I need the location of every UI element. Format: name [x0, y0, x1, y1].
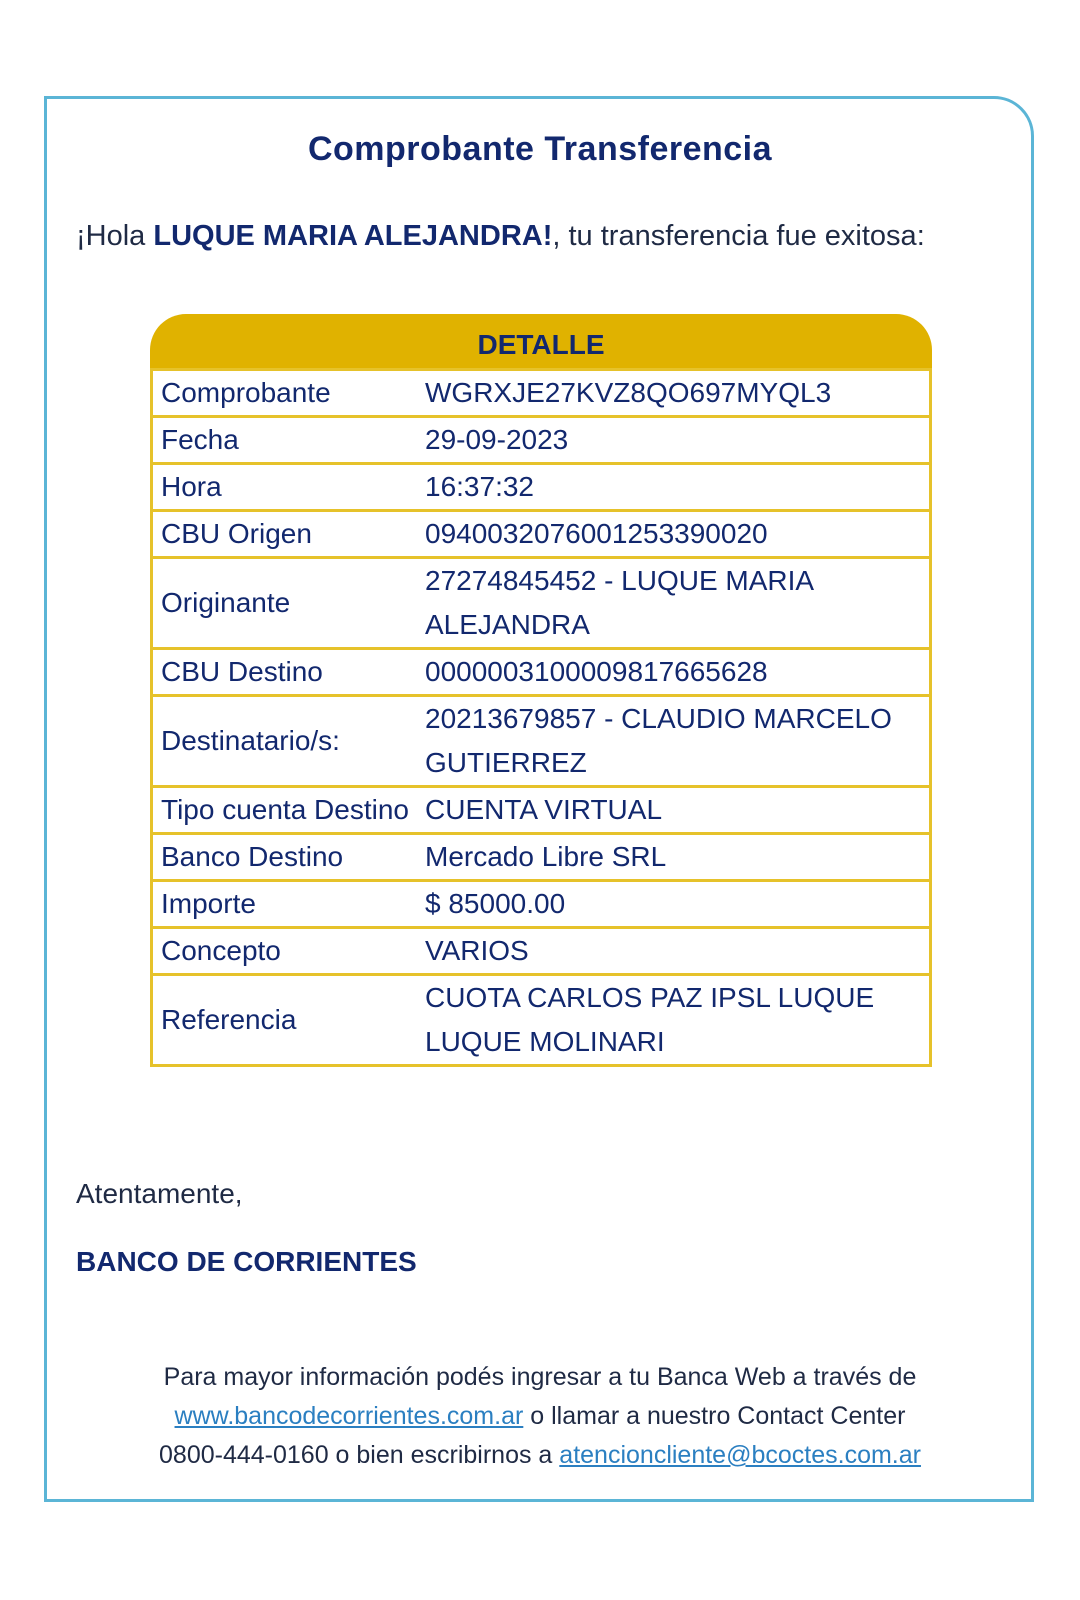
- detail-card: [150, 314, 932, 1067]
- table-row: [152, 511, 931, 558]
- row-value: VARIOS: [417, 928, 931, 975]
- row-label: Banco Destino: [152, 834, 418, 881]
- bank-name: BANCO DE CORRIENTES: [76, 1246, 417, 1277]
- table-row: [152, 649, 931, 696]
- row-label: Originante: [152, 558, 418, 649]
- row-label: Comprobante: [152, 370, 418, 417]
- row-value: WGRXJE27KVZ8QO697MYQL3: [417, 370, 931, 417]
- table-row: [152, 464, 931, 511]
- row-label: Destinatario/s:: [152, 696, 418, 787]
- row-value: 0940032076001253390020: [417, 511, 931, 558]
- footer-line-3-text: 0800-444-0160 o bien escribirnos a: [159, 1441, 560, 1469]
- detail-header: DETALLE: [150, 314, 932, 368]
- row-value: 29-09-2023: [417, 417, 931, 464]
- table-row: [152, 975, 931, 1066]
- row-value: Mercado Libre SRL: [417, 834, 931, 881]
- table-row: [152, 417, 931, 464]
- table-row: [152, 696, 931, 787]
- row-value: $ 85000.00: [417, 881, 931, 928]
- row-value: 16:37:32: [417, 464, 931, 511]
- table-row: [152, 370, 931, 417]
- table-row: [152, 834, 931, 881]
- table-row: [152, 881, 931, 928]
- table-row: [152, 928, 931, 975]
- table-row: [152, 558, 931, 649]
- row-label: Concepto: [152, 928, 418, 975]
- detail-table: [150, 368, 932, 1067]
- row-label: Referencia: [152, 975, 418, 1066]
- row-label: Fecha: [152, 417, 418, 464]
- footer-line-2: [60, 1397, 1020, 1436]
- row-value: 20213679857 - CLAUDIO MARCELO GUTIERREZ: [417, 696, 931, 787]
- page-title: Comprobante Transferencia: [307, 130, 773, 168]
- row-label: Tipo cuenta Destino: [152, 787, 418, 834]
- row-label: CBU Destino: [152, 649, 418, 696]
- website-link[interactable]: www.bancodecorrientes.com.ar: [174, 1402, 524, 1430]
- row-value: 27274845452 - LUQUE MARIA ALEJANDRA: [417, 558, 931, 649]
- closing-text: Atentamente,: [76, 1178, 243, 1209]
- footer-line-2-text: o llamar a nuestro Contact Center: [523, 1402, 906, 1430]
- row-value: CUENTA VIRTUAL: [417, 787, 931, 834]
- customer-name: LUQUE MARIA ALEJANDRA!: [153, 220, 553, 252]
- footer-line-3: [60, 1436, 1020, 1475]
- table-row: [152, 787, 931, 834]
- email-link[interactable]: atencioncliente@bcoctes.com.ar: [559, 1441, 921, 1469]
- footer-line-1: Para mayor información podés ingresar a tu Banca Web a través de: [163, 1363, 917, 1391]
- footer-info: [60, 1358, 1020, 1475]
- row-label: CBU Origen: [152, 511, 418, 558]
- greeting: [76, 220, 925, 253]
- row-value: CUOTA CARLOS PAZ IPSL LUQUE LUQUE MOLINARI: [417, 975, 931, 1066]
- row-value: 0000003100009817665628: [417, 649, 931, 696]
- greeting-prefix: ¡Hola: [76, 220, 154, 252]
- row-label: Importe: [152, 881, 418, 928]
- greeting-suffix: , tu transferencia fue exitosa:: [552, 220, 925, 252]
- row-label: Hora: [152, 464, 418, 511]
